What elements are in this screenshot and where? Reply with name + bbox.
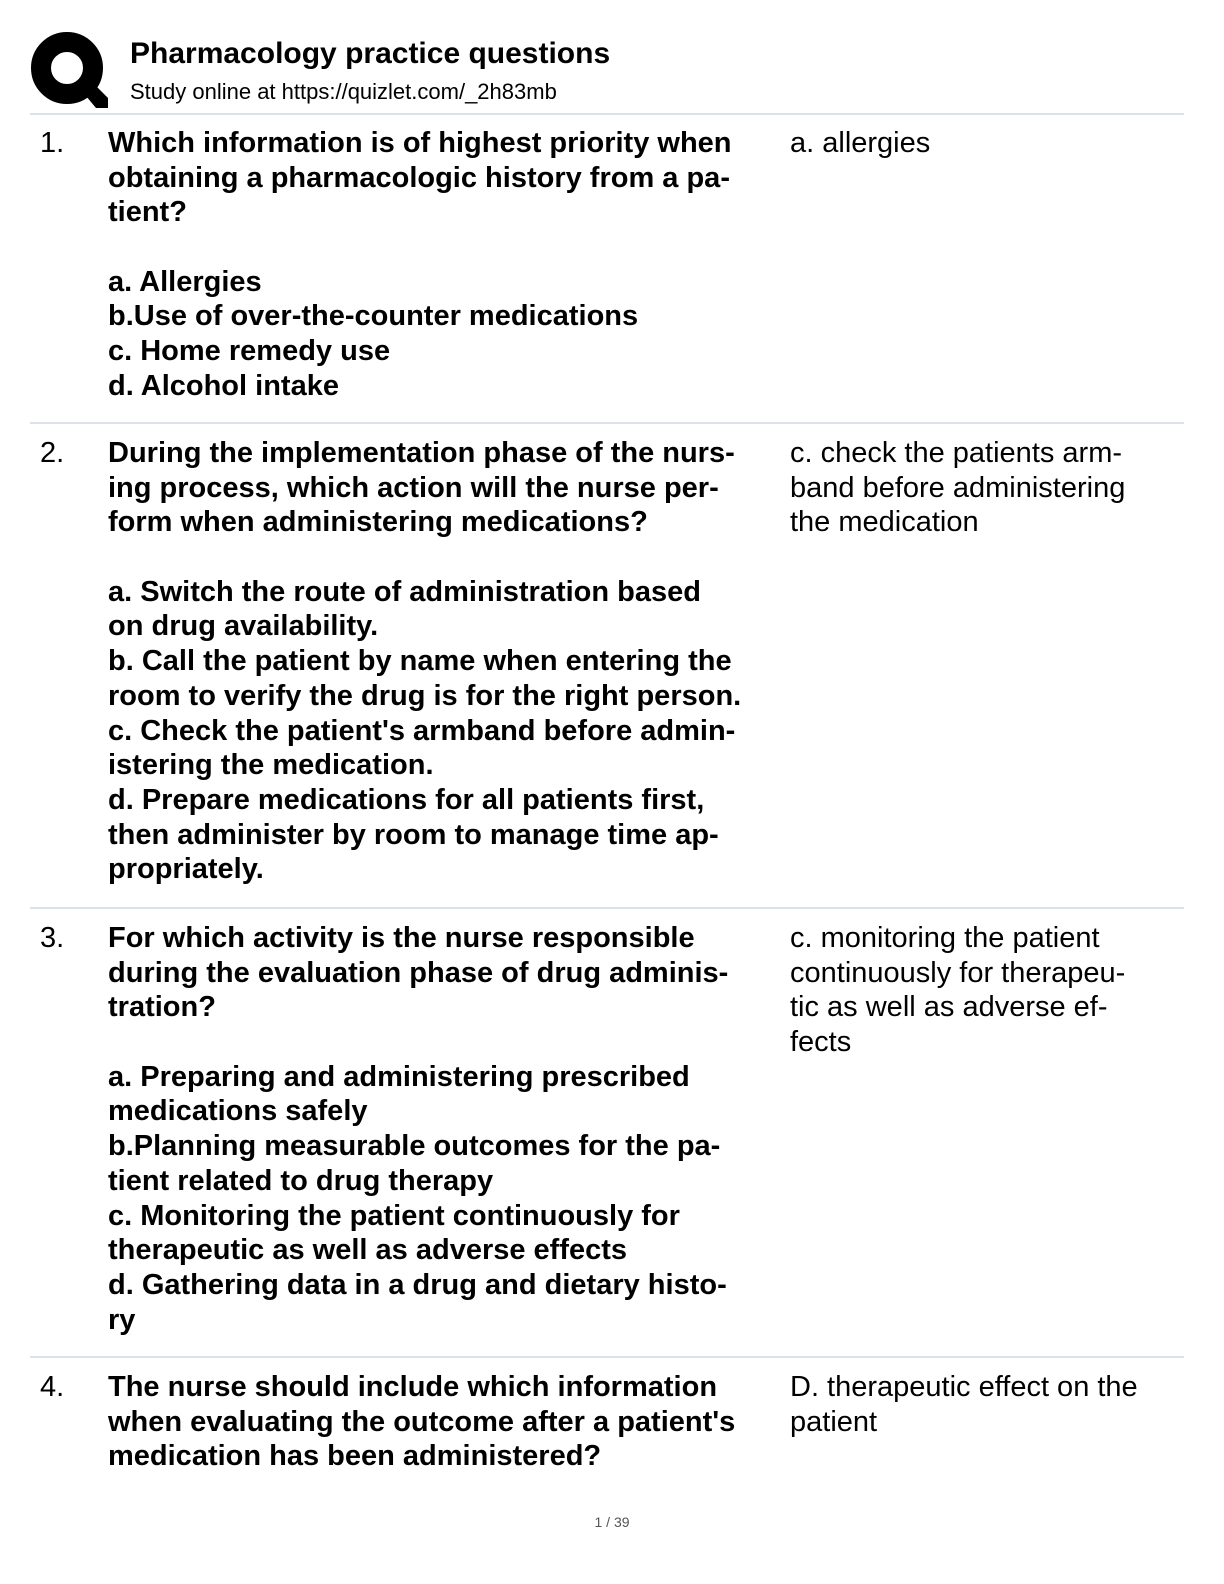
answer-line: c. check the patients arm- — [790, 437, 1123, 469]
answer-line: c. monitoring the patient — [790, 922, 1100, 954]
question-line: medication has been administered? — [108, 1440, 602, 1473]
question-line: obtaining a pharmacologic history from a pa- — [108, 161, 730, 194]
question-text — [108, 126, 788, 404]
answer-line: continuously for therapeu- — [790, 956, 1126, 989]
question-text — [108, 436, 788, 887]
answer-line: D. therapeutic effect on the — [790, 1371, 1138, 1403]
option-line: c. Monitoring the patient continuously for — [108, 1199, 680, 1232]
question-line: During the implementation phase of the nurs- — [108, 437, 735, 469]
option-line: d. Prepare medications for all patients first, — [108, 783, 705, 816]
option-line: a. Allergies — [108, 265, 262, 298]
option-line: c. Home remedy use — [108, 335, 391, 368]
option-line: c. Check the patient's armband before admin- — [108, 714, 736, 747]
option-line: ry — [108, 1303, 136, 1336]
option-line: propriately. — [108, 853, 264, 886]
quizlet-logo-icon — [30, 32, 108, 110]
study-link-text: Study online at https://quizlet.com/_2h83mb — [130, 79, 557, 104]
question-text — [108, 921, 788, 1337]
question-number: 3. — [40, 922, 65, 954]
answer-line: tic as well as adverse ef- — [790, 991, 1108, 1024]
answer-text — [790, 1370, 1190, 1439]
option-line: medications safely — [108, 1095, 368, 1128]
option-line: a. Preparing and administering prescribed — [108, 1060, 690, 1093]
question-line: tration? — [108, 991, 216, 1024]
question-line: Which information is of highest priority when — [108, 127, 732, 159]
option-line: b.Use of over-the-counter medications — [108, 300, 639, 333]
option-line: therapeutic as well as adverse effects — [108, 1234, 628, 1267]
option-line: a. Switch the route of administration based — [108, 575, 701, 608]
document-title: Pharmacology practice questions — [130, 37, 611, 70]
answer-text — [790, 436, 1190, 540]
option-line: d. Gathering data in a drug and dietary histo- — [108, 1268, 727, 1301]
question-line: form when administering medications? — [108, 506, 648, 539]
question-number: 1. — [40, 127, 65, 159]
answer-line: a. allergies — [790, 127, 931, 159]
question-line: when evaluating the outcome after a patient's — [108, 1405, 736, 1438]
divider — [30, 1356, 1184, 1358]
divider — [30, 907, 1184, 909]
option-line: b. Call the patient by name when entering the — [108, 645, 732, 678]
option-line: room to verify the drug is for the right person. — [108, 679, 742, 712]
question-line: ing process, which action will the nurse per- — [108, 471, 719, 504]
divider — [30, 113, 1184, 115]
answer-line: band before administering — [790, 471, 1126, 504]
question-number: 4. — [40, 1371, 65, 1403]
option-line: on drug availability. — [108, 610, 379, 643]
question-line: The nurse should include which information — [108, 1371, 718, 1403]
question-line: during the evaluation phase of drug adminis- — [108, 956, 729, 989]
page-header — [30, 32, 1190, 112]
option-line: d. Alcohol intake — [108, 369, 339, 402]
question-line: tient? — [108, 196, 187, 229]
option-line: tient related to drug therapy — [108, 1164, 494, 1197]
page-indicator: 1 / 39 — [594, 1514, 630, 1530]
option-line: then administer by room to manage time ap- — [108, 818, 719, 851]
answer-line: fects — [790, 1026, 852, 1059]
divider — [30, 422, 1184, 424]
question-line: For which activity is the nurse responsible — [108, 922, 695, 954]
option-line: istering the medication. — [108, 749, 434, 782]
answer-text — [790, 126, 1190, 161]
question-text — [108, 1370, 788, 1474]
answer-line: the medication — [790, 506, 979, 539]
answer-text — [790, 921, 1190, 1060]
option-line: b.Planning measurable outcomes for the pa- — [108, 1130, 721, 1163]
answer-line: patient — [790, 1405, 878, 1438]
question-number: 2. — [40, 437, 65, 469]
